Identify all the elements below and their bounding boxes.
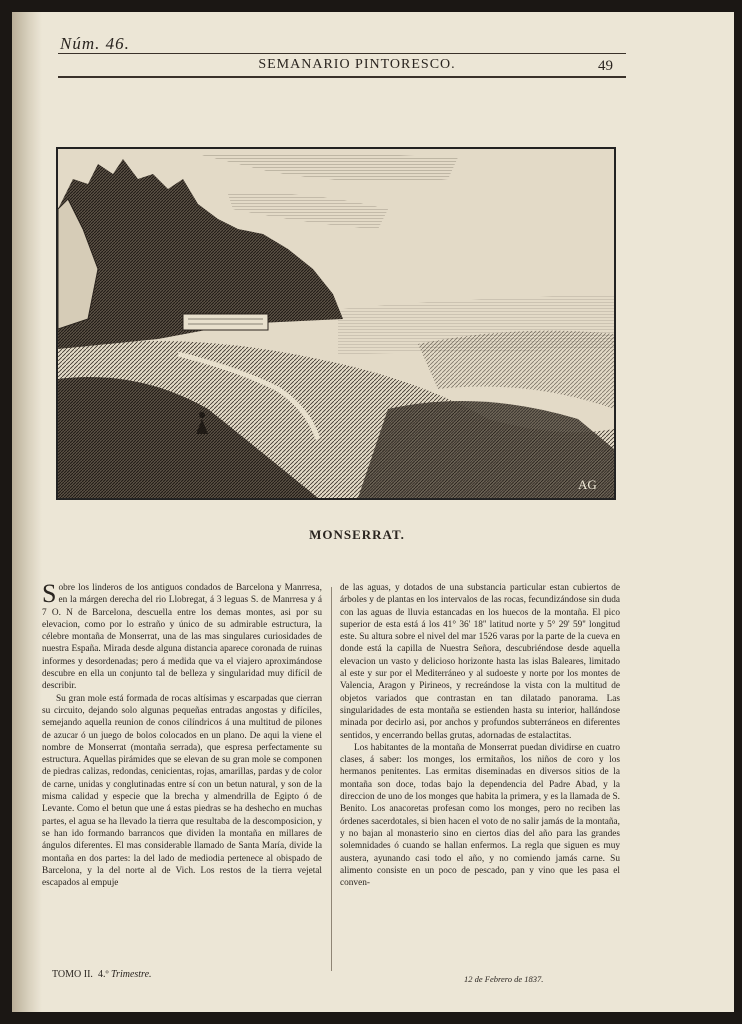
volume-label: TOMO II. bbox=[52, 969, 93, 980]
newspaper-page bbox=[12, 12, 734, 1012]
monastery-building bbox=[183, 314, 268, 330]
column-divider bbox=[331, 587, 332, 971]
paragraph: Su gran mole está formada de rocas altísimas y escarpadas que cierran su circuito, dejando solo algunas pequeñas entradas angostas y difíciles, semejando aquella reunion de conos cilíndricos á una multitud de pilones de azucar ó un juego de bolos colocados en un plano. De aqui la viene el nombre de Monserrat (montaña serrada), que espresa perfectamente su estructura. Aquellas pirámides que se elevan de su gran mole se componen de piedras calizas, redondas, cenicientas, rojas, amarillas, pardas y de color de carne, unidas y conglutinadas entre sí con un betun natural, y son de la misma calidad y especie que la brecha y almendrilla de Egipto ó de Levante. Como el betun que une á estas piedras se ha deshecho en muchas partes, el agua se ha llevado la tierra que resultaba de la descomposicion, y se han ido formando barrancos que dividen la montaña en millares de ángulos diferentes. El mas considerable llamado de Santa María, divide la montaña en dos partes: la del lado de mediodia pertenece al obispado de Barcelona, y la del norte al de Vich. Los restos de la tierra vejetal escapados al empuje bbox=[42, 693, 322, 889]
engraving-monserrat bbox=[56, 147, 616, 500]
paragraph: Los habitantes de la montaña de Monserrat puedan dividirse en cuatro clases, á saber: los monges, los ermitaños, los niños de coro y los hermanos penitentes. Las ermitas diseminadas en diversos sitios de la montaña son doce, todas bajo la dependencia del Padre Abad, y la direccion de uno de los monges que habita la primera, y es la llamada de S. Benito. Los anacoretas profesan como los monges, pero no reciben las órdenes sacerdotales, si bien hacen el voto de no salir jamás de la montaña, y no bajan al monasterio sino en ciertos dias del año para las grandes solemnidades ó cuando se hallan enfermos. La regla que siguen es muy austera, ayunando casi todo el año, y no comiendo jamás carne. Su alimento consiste en un poco de pescado, pan y vino que les pasa el conven- bbox=[340, 742, 620, 889]
article-title: MONSERRAT. bbox=[309, 527, 405, 542]
binding-spine bbox=[12, 12, 42, 1012]
quarter-label: Trimestre. bbox=[111, 969, 152, 980]
paragraph: de las aguas, y dotados de una substancia particular estan cubiertos de árboles y de plantas en los intervalos de las rocas, fecundizándose sin duda con las aguas de lluvia estancadas en los huecos de la montaña. El pico superior de esta está á los 41° 36' 18'' latitud norte y 5° 29' 59'' longitud este. Su altura sobre el nivel del mar 1526 varas por la parte de la cueva en donde está la capilla de Nuestra Señora, descubriéndose desde aquella elevacion un vasto y delicioso horizonte hasta las islas Baleares, limitado al este y sur por el Mediterráneo y al sudoeste y norte por los montes de Valencia, Aragon y Pirineos, y recreándose la vista con la multitud de objetos variados que contrastan en tan dilatado panorama. Las singularidades de esta montaña se estienden hasta su interior, hallándose minada por decirlo asi, por anchos y profundos subterráneos en diferentes sentidos, y encerrando bellas grutas, adornadas de estalactitas. bbox=[340, 583, 620, 741]
text-column-left bbox=[42, 582, 322, 967]
header-rule-top bbox=[58, 53, 626, 54]
drop-cap: S bbox=[42, 582, 57, 608]
quarter-number: 4.º bbox=[97, 969, 109, 980]
masthead: SEMANARIO PINTORESCO. bbox=[258, 57, 456, 72]
page-number: 49 bbox=[598, 58, 613, 74]
artist-signature: AG bbox=[578, 477, 597, 492]
landscape-illustration bbox=[58, 149, 614, 498]
volume-footer bbox=[52, 969, 152, 980]
paragraph bbox=[42, 582, 322, 693]
issue-date: 12 de Febrero de 1837. bbox=[464, 974, 544, 984]
issue-number: Núm. 46. bbox=[60, 34, 130, 53]
paragraph-text: obre los linderos de los antiguos condados de Barcelona y Manrresa, en la márgen derecha del rio Llobregat, á 3 leguas S. de Manrresa y á 7 O. N de Barcelona, descuella entre los demas montes, asi por su elevacion, como por lo estraño y único de su admirable estructura, la célebre montaña de Monserrat, una de las mas singulares curiosidades de nuestra España. Mirada desde alguna distancia aparece coronada de ruinas informes y desordenadas; pero á medida que va el viajero aproximándose descubre en ella un conjunto tal de belleza y singularidad muy difícil de describir. bbox=[42, 583, 322, 692]
text-column-right bbox=[340, 582, 620, 967]
header-rule-bottom bbox=[58, 76, 626, 78]
